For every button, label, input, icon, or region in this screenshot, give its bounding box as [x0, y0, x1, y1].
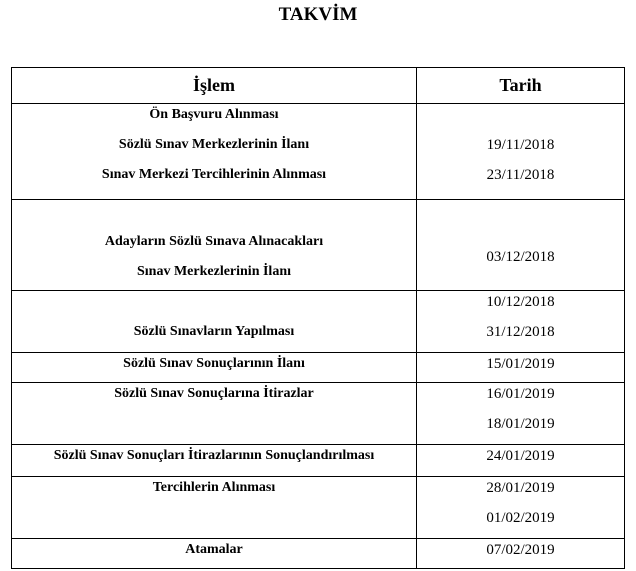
tarih-line: [417, 100, 624, 130]
tarih-cell: [417, 539, 625, 569]
tarih-cell: [417, 200, 625, 291]
page-title: TAKVİM: [278, 4, 358, 25]
islem-cell: [12, 383, 417, 445]
islem-line: Atamalar: [185, 542, 243, 557]
tarih-line: 28/01/2019: [486, 480, 555, 496]
table-row: [12, 383, 625, 445]
tarih-line: 19/11/2018: [486, 137, 555, 153]
islem-cell: [12, 353, 417, 383]
tarih-line: 03/12/2018: [486, 249, 555, 265]
islem-line: Sözlü Sınav Sonuçlarına İtirazlar: [114, 386, 314, 401]
table-row: [12, 539, 625, 569]
islem-cell: [12, 445, 417, 477]
islem-line: Sözlü Sınavların Yapılması: [133, 324, 295, 339]
tarih-line: 31/12/2018: [486, 324, 555, 340]
islem-cell: [12, 539, 417, 569]
islem-cell: [12, 200, 417, 291]
tarih-line: 18/01/2019: [486, 416, 555, 432]
islem-line: Ön Başvuru Alınması: [149, 107, 279, 122]
tarih-line: 10/12/2018: [486, 294, 555, 310]
islem-cell: [12, 104, 417, 200]
tarih-line: 16/01/2019: [486, 386, 555, 402]
islem-line: Sözlü Sınav Merkezlerinin İlanı: [118, 137, 310, 152]
table-row: [12, 291, 625, 353]
table-row: [12, 200, 625, 291]
header-tarih: Tarih: [417, 68, 625, 104]
tarih-cell: [417, 477, 625, 539]
tarih-line: 24/01/2019: [486, 448, 555, 464]
islem-line: Sınav Merkezlerinin İlanı: [137, 264, 291, 279]
tarih-line: 07/02/2019: [486, 542, 555, 558]
tarih-line: 01/02/2019: [486, 510, 555, 526]
tarih-line: 15/01/2019: [486, 356, 555, 372]
tarih-cell: [417, 445, 625, 477]
islem-cell: [12, 477, 417, 539]
tarih-cell: [417, 291, 625, 353]
header-islem: İşlem: [12, 68, 417, 104]
islem-cell: [12, 291, 417, 353]
tarih-cell: [417, 383, 625, 445]
islem-line: Sözlü Sınav Sonuçlarının İlanı: [123, 356, 305, 371]
table-row: [12, 445, 625, 477]
table-row: [12, 104, 625, 200]
islem-line: Sınav Merkezi Tercihlerinin Alınması: [101, 167, 327, 182]
schedule-table: [11, 67, 625, 569]
islem-line: Sözlü Sınav Sonuçları İtirazlarının Sonuçlandırılması: [53, 448, 375, 463]
islem-line: Tercihlerin Alınması: [152, 480, 276, 495]
table-row: [12, 477, 625, 539]
tarih-cell: [417, 104, 625, 200]
tarih-line: 23/11/2018: [486, 167, 555, 183]
table-row: [12, 353, 625, 383]
table-header-row: [12, 68, 625, 104]
tarih-cell: [417, 353, 625, 383]
islem-line: Adayların Sözlü Sınava Alınacakları: [104, 234, 324, 249]
